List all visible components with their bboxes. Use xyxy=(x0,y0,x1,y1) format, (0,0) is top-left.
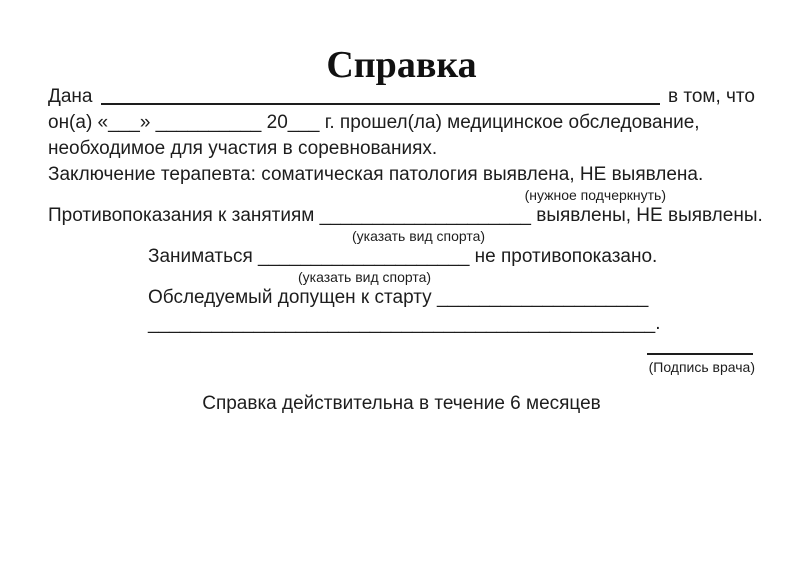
contraindications-sport-blank[interactable]: ____________________ xyxy=(319,205,531,226)
intro-line-1 xyxy=(48,84,755,110)
admission-line xyxy=(48,285,755,311)
therapist-conclusion-line: Заключение терапевта: соматическая патология выявлена, НЕ выявлена. xyxy=(48,164,704,185)
in-that-label: в том, что xyxy=(667,86,755,107)
contraindications-prefix: Противопоказания к занятиям xyxy=(48,205,315,226)
specify-sport-note-2: (указать вид спорта) xyxy=(298,269,432,285)
underline-needed-note: (нужное подчеркнуть) xyxy=(524,187,666,203)
admission-prefix: Обследуемый допущен к старту xyxy=(148,287,432,308)
contraindications-line xyxy=(48,203,763,229)
sport-permission-line xyxy=(48,244,755,270)
admission-start-blank[interactable]: ____________________ xyxy=(436,287,649,308)
given-label: Дана xyxy=(48,86,93,107)
recipient-name-blank[interactable] xyxy=(101,84,660,105)
intro-line-3: необходимое для участия в соревнованиях. xyxy=(48,138,438,159)
admission-continuation-line xyxy=(48,311,755,337)
admission-continuation-blank[interactable]: ________________________________________________. xyxy=(148,313,661,334)
doctor-signature-blank[interactable] xyxy=(647,353,753,355)
specify-sport-note-1: (указать вид спорта) xyxy=(352,228,486,244)
page-title: Справка xyxy=(326,44,477,86)
sport-suffix: не противопоказано. xyxy=(474,246,658,267)
intro-line-2: он(а) «___» __________ 20___ г. прошел(ла) медицинское обследование, xyxy=(48,112,700,133)
contraindications-suffix: выявлены, НЕ выявлены. xyxy=(536,205,763,226)
sport-name-blank[interactable]: ____________________ xyxy=(258,246,470,267)
doctor-signature-note: (Подпись врача) xyxy=(648,359,755,375)
sport-prefix: Заниматься xyxy=(148,246,253,267)
validity-footer: Справка действительна в течение 6 месяцев xyxy=(202,393,601,414)
